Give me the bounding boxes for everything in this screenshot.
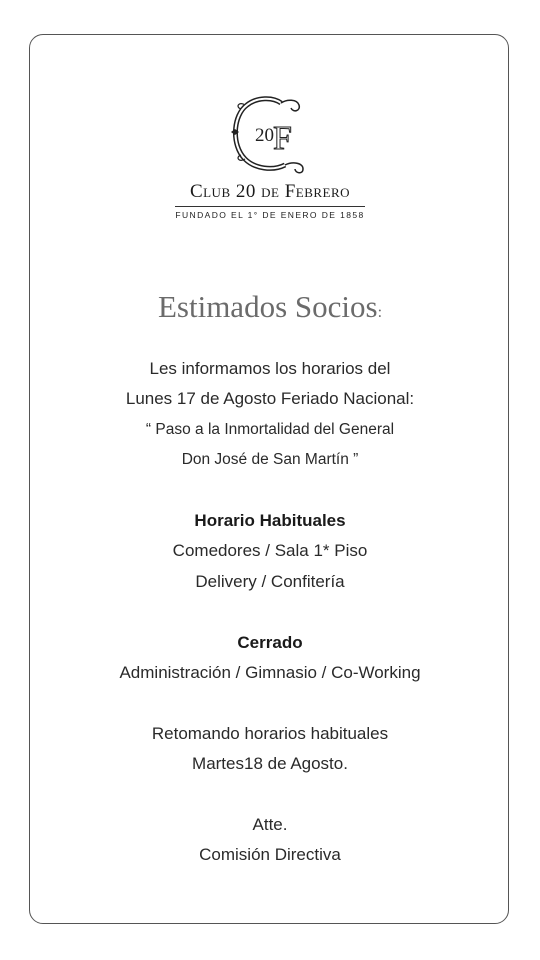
club-monogram-icon (215, 93, 325, 175)
retomando-line: Martes18 de Agosto. (192, 754, 348, 774)
habituales-item: Delivery / Confitería (195, 571, 345, 591)
club-logo (30, 93, 510, 220)
signoff-line: Comisión Directiva (199, 845, 341, 865)
cerrado-item: Administración / Gimnasio / Co-Working (119, 662, 421, 682)
notice-body (30, 354, 510, 871)
signoff-line: Atte. (252, 814, 288, 834)
monogram-letter: F (273, 120, 292, 157)
spacer (30, 688, 510, 718)
intro-line: Don José de San Martín ” (181, 451, 359, 469)
club-name-rule (175, 206, 365, 207)
spacer (30, 476, 510, 506)
greeting-text: Estimados Socios (157, 289, 378, 324)
cerrado-heading: Cerrado (237, 632, 303, 652)
greeting-colon: : (377, 304, 383, 321)
intro-line: “ Paso a la Inmortalidad del General (145, 420, 395, 438)
spacer (30, 779, 510, 809)
retomando-line: Retomando horarios habituales (151, 723, 389, 743)
intro-line: Lunes 17 de Agosto Feriado Nacional: (125, 389, 415, 409)
habituales-heading: Horario Habituales (194, 510, 346, 530)
notice-card (29, 34, 509, 924)
spacer (30, 597, 510, 627)
monogram-number: 20 (255, 125, 274, 146)
habituales-item: Comedores / Sala 1* Piso (172, 541, 368, 561)
intro-line: Les informamos los horarios del (149, 359, 391, 378)
club-name: Club 20 de Febrero (189, 181, 351, 202)
founded-date: FUNDADO EL 1° DE ENERO DE 1858 (175, 210, 365, 220)
greeting-title (30, 289, 510, 325)
